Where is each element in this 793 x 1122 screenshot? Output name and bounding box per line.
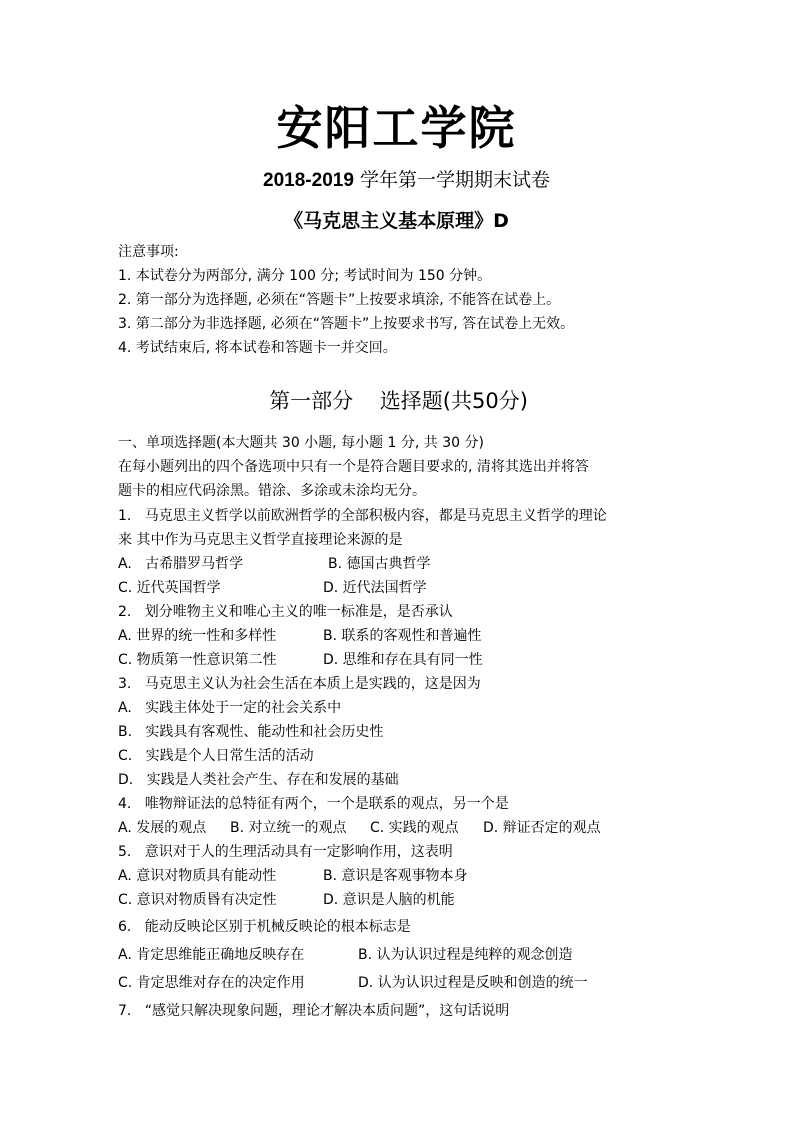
option-b: B. 德国古典哲学 — [328, 556, 431, 572]
option-d: D. 思维和存在具有同一性 — [323, 652, 483, 668]
section-title: 一、单项选择题(本大题共 30 小题, 每小题 1 分, 共 30 分) — [118, 435, 484, 451]
option-c: C. 实践的观点 — [370, 820, 459, 836]
notes-title: 注意事项: — [118, 244, 179, 260]
note-item: 2. 第一部分为选择题, 必须在“答题卡”上按要求填涂, 不能答在试卷上。 — [118, 292, 561, 308]
option-c: C. 肯定思维对存在的决定作用 — [118, 975, 305, 991]
option-row — [118, 890, 455, 910]
option-d: D. 近代法国哲学 — [323, 580, 427, 596]
note-item: 3. 第二部分为非选择题, 必须在“答题卡”上按要求书写, 答在试卷上无效。 — [118, 316, 575, 332]
option-b: B. 实践具有客观性、能动性和社会历史性 — [118, 724, 384, 740]
exam-term: 学年第一学期期末试卷 — [359, 169, 550, 191]
option-row — [118, 945, 573, 965]
option-a: A. 意识对物质具有能动性 — [118, 868, 277, 884]
question-stem: 1. 马克思主义哲学以前欧洲哲学的全部积极内容，都是马克思主义哲学的理论 — [118, 508, 607, 524]
part-heading: 第一部分 选择题(共50分) — [269, 389, 528, 413]
option-d: D. 认为认识过程是反映和创造的统一 — [358, 975, 588, 991]
option-c: C. 物质第一性意识第二性 — [118, 652, 277, 668]
option-b: B. 意识是客观事物本身 — [323, 868, 468, 884]
option-row — [118, 973, 588, 993]
question-stem: 7. “感觉只解决现象问题，理论才解决本质问题”，这句话说明 — [118, 1003, 510, 1019]
option-a: A. 世界的统一性和多样性 — [118, 628, 277, 644]
option-c: C. 近代英国哲学 — [118, 580, 221, 596]
note-item: 4. 考试结束后, 将本试卷和答题卡一并交回。 — [118, 340, 397, 356]
option-row — [118, 650, 483, 670]
option-c: C. 实践是个人日常生活的活动 — [118, 748, 314, 764]
instruction-line: 在每小题列出的四个备选项中只有一个是符合题目要求的, 清将其选出并将答 — [118, 459, 589, 475]
option-c: C. 意识对物质昬有决定性 — [118, 892, 277, 908]
note-item: 1. 本试卷分为两部分, 满分 100 分; 考试时间为 150 分钟。 — [118, 268, 492, 284]
course-title: 《马克思主义基本原理》D — [284, 210, 509, 232]
exam-subtitle — [0, 166, 793, 195]
option-b: B. 联系的客观性和普遍性 — [323, 628, 482, 644]
academic-year: 2018-2019 — [263, 170, 354, 191]
question-stem: 5. 意识对于人的生理活动具有一定影响作用，这表明 — [118, 844, 453, 860]
school-title: 安阳工学院 — [276, 101, 517, 155]
option-row — [118, 578, 427, 598]
option-b: B. 对立统一的观点 — [230, 820, 347, 836]
option-a: A. 古希腊罗马哲学 — [118, 556, 244, 572]
option-a: A. 发展的观点 — [118, 820, 207, 836]
question-stem: 6. 能动反映论区别于机械反映论的根本标志是 — [118, 919, 411, 935]
option-row — [118, 554, 431, 574]
instruction-line: 题卡的相应代码涂黑。错涂、多涂或未涂均无分。 — [118, 483, 426, 499]
option-row — [118, 866, 468, 886]
question-stem: 3. 马克思主义认为社会生活在本质上是实践的，这是因为 — [118, 676, 481, 692]
option-row — [118, 626, 482, 646]
option-b: B. 认为认识过程是纯粹的观念创造 — [358, 947, 573, 963]
option-a: A. 实践主体处于一定的社会关系中 — [118, 700, 342, 716]
question-stem: 4. 唯物辩证法的总特征有两个，一个是联系的观点，另一个是 — [118, 796, 509, 812]
question-stem: 来 其中作为马克思主义哲学直接理论来源的是 — [118, 532, 403, 548]
option-row — [118, 818, 601, 838]
option-d: D. 辩证否定的观点 — [483, 820, 601, 836]
option-d: D. 实践是人类社会产生、存在和发展的基础 — [118, 772, 399, 788]
option-a: A. 肯定思维能正确地反映存在 — [118, 947, 305, 963]
question-stem: 2. 划分唯物主义和唯心主义的唯一标准是，是否承认 — [118, 604, 453, 620]
option-d: D. 意识是人脑的机能 — [323, 892, 455, 908]
